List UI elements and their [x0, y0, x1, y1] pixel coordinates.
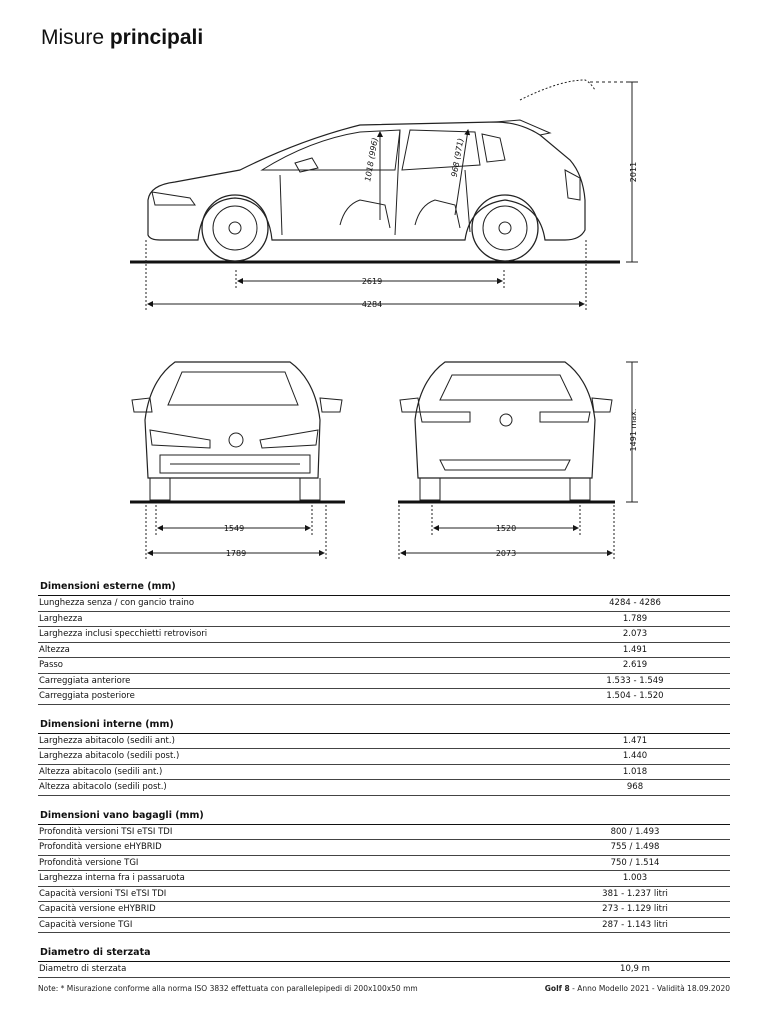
row-value: 755 / 1.498: [610, 842, 660, 852]
row-value: 968: [626, 782, 644, 792]
row-value: 1.504 - 1.520: [606, 691, 664, 701]
side-view: [130, 80, 638, 312]
dimensions-tables: [38, 581, 730, 978]
section-interior: [38, 719, 730, 796]
table-row: [38, 749, 730, 765]
row-value: 2.619: [622, 660, 648, 670]
table-row: [38, 962, 730, 978]
dim-width: 1789: [225, 549, 247, 558]
row-value: 381 - 1.237 litri: [602, 888, 668, 899]
row-value: 750 / 1.514: [610, 857, 660, 868]
table-row: [38, 658, 730, 674]
table-row: [38, 643, 730, 659]
row-label: Capacità versione eHYBRID: [39, 904, 156, 914]
table-row: [38, 825, 730, 841]
row-value: 273 - 1.129 litri: [602, 904, 668, 914]
page-title-bold: principali: [109, 26, 204, 49]
row-value: 1.003: [622, 873, 648, 883]
row-label: Larghezza interna fra i passaruota: [39, 873, 185, 883]
footer-model: Golf 8: [544, 984, 570, 993]
section-exterior: [38, 581, 730, 705]
row-label: Profondità versione TGI: [39, 857, 139, 868]
row-label: Altezza abitacolo (sedili ant.): [39, 766, 163, 777]
section-title: Dimensioni interne (mm): [38, 719, 730, 734]
row-value: 2.073: [622, 629, 648, 639]
section-title: Dimensioni esterne (mm): [38, 581, 730, 596]
page-title-light: Misure: [41, 26, 105, 49]
row-label: Diametro di sterzata: [39, 964, 127, 974]
row-value: 800 / 1.493: [610, 826, 660, 837]
footer-validity: [545, 984, 730, 993]
table-row: [38, 689, 730, 705]
rear-view: [398, 362, 638, 560]
row-label: Larghezza inclusi specchietti retrovisori: [39, 629, 208, 639]
row-label: Capacità versioni TSI eTSI TDI: [39, 888, 167, 899]
dim-height-max: 1491 max.: [629, 408, 638, 452]
dim-front-headroom: 1018 (996): [363, 136, 380, 183]
dim-length: 4284: [361, 300, 383, 309]
table-row: [38, 856, 730, 872]
dim-width-mirrors: 2073: [495, 549, 517, 558]
table-row: [38, 674, 730, 690]
row-label: Carreggiata posteriore: [39, 691, 135, 701]
row-label: Larghezza: [39, 613, 83, 624]
table-row: [38, 918, 730, 934]
table-row: [38, 780, 730, 796]
row-label: Capacità versione TGI: [39, 919, 133, 930]
row-label: Carreggiata anteriore: [39, 675, 131, 686]
dim-rear-track: 1520: [495, 524, 517, 533]
table-row: [38, 734, 730, 750]
row-value: 1.018: [622, 766, 648, 777]
row-value: 287 - 1.143 litri: [602, 919, 668, 930]
dim-front-track: 1549: [223, 524, 245, 533]
row-value: 1.789: [622, 613, 648, 624]
row-label: Larghezza abitacolo (sedili ant.): [39, 735, 175, 746]
table-row: [38, 627, 730, 643]
dim-wheelbase: 2619: [361, 277, 383, 286]
row-label: Profondità versioni TSI eTSI TDI: [39, 826, 173, 837]
row-value: 1.491: [622, 644, 648, 655]
row-label: Profondità versione eHYBRID: [39, 842, 162, 852]
footer-note: Note: * Misurazione conforme alla norma ISO 3832 effettuata con parallelepipedi di 200x100x50 mm: [38, 984, 418, 993]
section-turning: [38, 947, 730, 978]
row-value: 1.440: [622, 751, 648, 761]
table-row: [38, 887, 730, 903]
row-label: Altezza abitacolo (sedili post.): [39, 782, 167, 792]
footer-rest: - Anno Modello 2021 - Validità 18.09.2020: [569, 984, 730, 993]
row-value: 1.533 - 1.549: [606, 675, 664, 686]
row-value: 1.471: [622, 735, 648, 746]
row-label: Lunghezza senza / con gancio traino: [39, 598, 195, 608]
row-value: 4284 - 4286: [609, 598, 661, 608]
table-row: [38, 612, 730, 628]
section-title: Diametro di sterzata: [38, 947, 730, 962]
section-title: Dimensioni vano bagagli (mm): [38, 810, 730, 825]
table-row: [38, 596, 730, 612]
row-label: Passo: [39, 660, 64, 670]
table-row: [38, 765, 730, 781]
table-row: [38, 871, 730, 887]
row-value: 10,9 m: [620, 964, 650, 974]
dim-rear-headroom: 968 (971): [449, 137, 466, 178]
row-label: Larghezza abitacolo (sedili post.): [39, 751, 180, 761]
table-row: [38, 840, 730, 856]
section-luggage: [38, 810, 730, 934]
row-label: Altezza: [39, 644, 70, 655]
table-row: [38, 902, 730, 918]
dim-height: 2011: [629, 161, 638, 183]
